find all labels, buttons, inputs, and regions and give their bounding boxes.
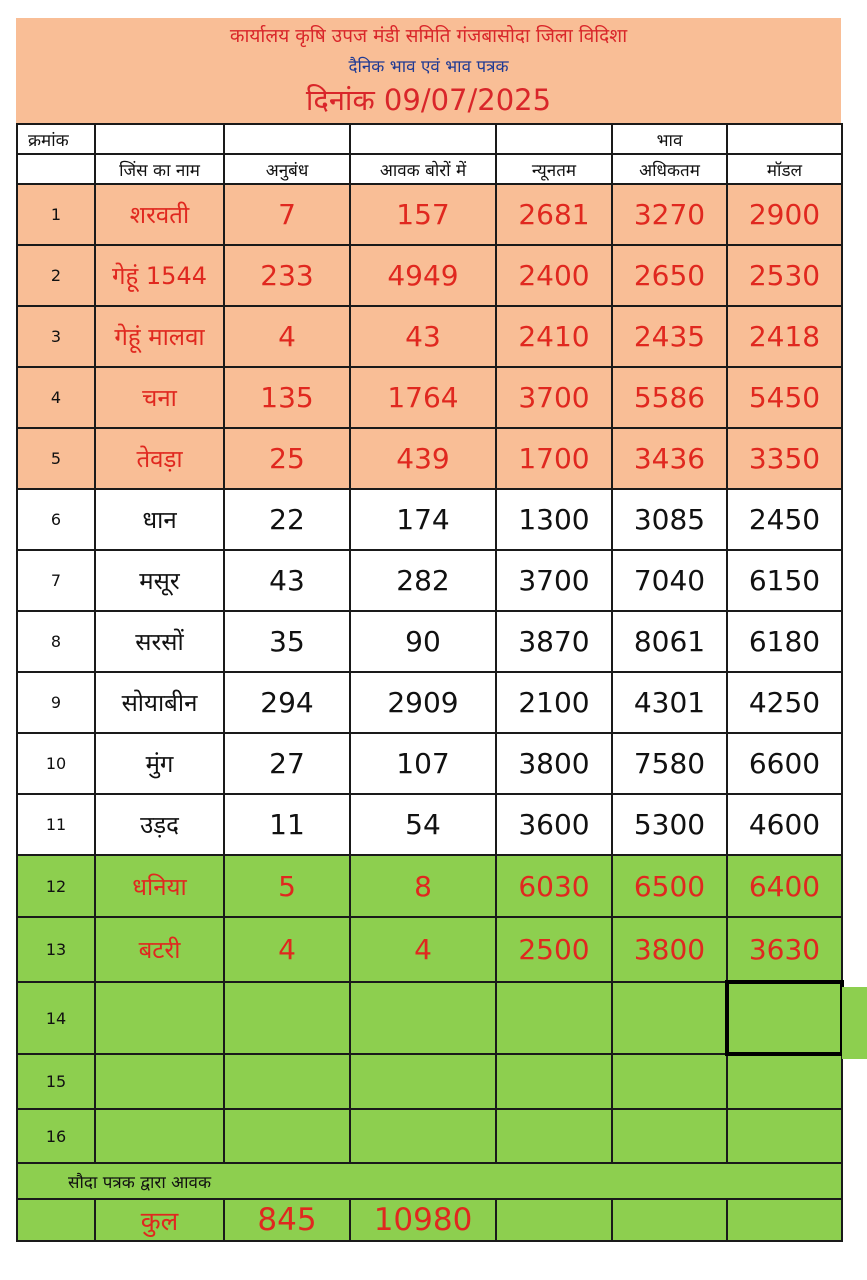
sauda-label: सौदा पत्रक द्वारा आवक [17,1163,350,1199]
serial-cell: 4 [17,367,95,428]
modal-cell [727,1054,842,1109]
max-cell: 3085 [612,489,727,550]
serial-cell: 8 [17,611,95,672]
table-row [17,306,842,367]
min-cell: 2100 [496,672,612,733]
table-row [17,184,842,245]
max-cell: 6500 [612,855,727,917]
serial-cell: 5 [17,428,95,489]
contract-cell [224,1109,350,1163]
table-row [17,733,842,794]
max-cell: 3800 [612,917,727,982]
contract-cell: 35 [224,611,350,672]
col-commodity-header: जिंस का नाम [95,154,224,184]
name-cell [95,1054,224,1109]
contract-cell: 27 [224,733,350,794]
contract-cell: 4 [224,917,350,982]
max-cell [612,1109,727,1163]
arrival-cell: 4949 [350,245,496,306]
name-cell: धान [95,489,224,550]
contract-cell: 233 [224,245,350,306]
modal-cell: 5450 [727,367,842,428]
max-cell: 8061 [612,611,727,672]
blank-header-cell [95,124,224,154]
serial-cell: 13 [17,917,95,982]
office-title: कार्यालय कृषि उपज मंडी समिति गंजबासोदा जिला विदिशा [229,25,628,47]
header-row-2 [17,154,842,184]
name-cell: शरवती [95,184,224,245]
table-row [17,611,842,672]
contract-cell: 11 [224,794,350,855]
min-cell: 3700 [496,550,612,611]
green-edge-strip [842,987,867,1059]
serial-cell: 16 [17,1109,95,1163]
name-cell: धनिया [95,855,224,917]
table-row [17,794,842,855]
blank-cell [350,1163,496,1199]
sheet-header [16,18,841,123]
serial-cell: 9 [17,672,95,733]
blank-header-cell [496,124,612,154]
modal-cell: 2530 [727,245,842,306]
name-cell: बटरी [95,917,224,982]
serial-cell: 14 [17,982,95,1054]
col-contract-header: अनुबंध [224,154,350,184]
total-label: कुल [95,1199,224,1241]
blank-cell [17,1199,95,1241]
blank-header-cell [350,124,496,154]
serial-cell: 7 [17,550,95,611]
min-cell: 2500 [496,917,612,982]
arrival-cell: 90 [350,611,496,672]
arrival-cell: 107 [350,733,496,794]
table-row [17,428,842,489]
name-cell: मुंग [95,733,224,794]
col-max-header: अधिकतम [612,154,727,184]
max-cell: 7580 [612,733,727,794]
contract-cell: 5 [224,855,350,917]
min-cell [496,1109,612,1163]
arrival-cell: 1764 [350,367,496,428]
blank-cell [612,1199,727,1241]
serial-cell: 15 [17,1054,95,1109]
min-cell: 2410 [496,306,612,367]
min-cell: 3870 [496,611,612,672]
total-row [17,1199,842,1241]
serial-cell: 11 [17,794,95,855]
name-cell: गेहूं मालवा [95,306,224,367]
serial-cell: 10 [17,733,95,794]
name-cell: उड़द [95,794,224,855]
table-row [17,982,842,1054]
max-cell: 2650 [612,245,727,306]
modal-cell: 6400 [727,855,842,917]
name-cell: चना [95,367,224,428]
table-row [17,1109,842,1163]
blank-cell [612,1163,727,1199]
modal-cell: 6150 [727,550,842,611]
table-row [17,672,842,733]
max-cell [612,982,727,1054]
max-cell: 4301 [612,672,727,733]
table-row [17,855,842,917]
table-row [17,917,842,982]
blank-cell [727,1199,842,1241]
min-cell: 2400 [496,245,612,306]
max-cell: 7040 [612,550,727,611]
table-row [17,489,842,550]
table-row [17,245,842,306]
name-cell: तेवड़ा [95,428,224,489]
arrival-cell [350,1054,496,1109]
col-serial-header: क्रमांक [17,124,95,154]
modal-cell: 4600 [727,794,842,855]
col-modal-header: मॉडल [727,154,842,184]
blank-cell [496,1199,612,1241]
arrival-cell: 174 [350,489,496,550]
rates-table [16,123,844,1242]
name-cell [95,1109,224,1163]
contract-cell [224,1054,350,1109]
mandi-rate-sheet [16,18,841,1242]
sauda-row [17,1163,842,1199]
name-cell: गेहूं 1544 [95,245,224,306]
modal-cell: 4250 [727,672,842,733]
contract-cell: 22 [224,489,350,550]
modal-cell: 2418 [727,306,842,367]
col-arrival-header: आवक बोरों में [350,154,496,184]
modal-cell: 6180 [727,611,842,672]
modal-cell: 2450 [727,489,842,550]
max-cell: 3436 [612,428,727,489]
total-contract: 845 [224,1199,350,1241]
blank-header-cell [17,154,95,184]
contract-cell: 135 [224,367,350,428]
contract-cell: 43 [224,550,350,611]
contract-cell: 294 [224,672,350,733]
min-cell [496,982,612,1054]
col-min-header: न्यूनतम [496,154,612,184]
contract-cell [224,982,350,1054]
max-cell: 5586 [612,367,727,428]
min-cell: 3600 [496,794,612,855]
max-cell: 3270 [612,184,727,245]
serial-cell: 2 [17,245,95,306]
max-cell: 2435 [612,306,727,367]
blank-cell [496,1163,612,1199]
arrival-cell: 54 [350,794,496,855]
min-cell [496,1054,612,1109]
name-cell: मसूर [95,550,224,611]
modal-cell: 2900 [727,184,842,245]
arrival-cell: 8 [350,855,496,917]
total-arrival: 10980 [350,1199,496,1241]
min-cell: 6030 [496,855,612,917]
blank-cell [727,1163,842,1199]
serial-cell: 3 [17,306,95,367]
min-cell: 1700 [496,428,612,489]
contract-cell: 4 [224,306,350,367]
serial-cell: 6 [17,489,95,550]
table-row [17,1054,842,1109]
arrival-cell: 439 [350,428,496,489]
table-row [17,550,842,611]
arrival-cell [350,1109,496,1163]
name-cell [95,982,224,1054]
name-cell: सोयाबीन [95,672,224,733]
name-cell: सरसों [95,611,224,672]
sheet-subtitle: दैनिक भाव एवं भाव पत्रक [348,57,509,77]
col-price-group-header: भाव [612,124,727,154]
arrival-cell [350,982,496,1054]
arrival-cell: 157 [350,184,496,245]
modal-cell: 3350 [727,428,842,489]
arrival-cell: 282 [350,550,496,611]
arrival-cell: 43 [350,306,496,367]
min-cell: 1300 [496,489,612,550]
blank-header-cell [224,124,350,154]
modal-cell: 6600 [727,733,842,794]
arrival-cell: 2909 [350,672,496,733]
table-row [17,367,842,428]
serial-cell: 12 [17,855,95,917]
contract-cell: 25 [224,428,350,489]
min-cell: 2681 [496,184,612,245]
header-row-1 [17,124,842,154]
modal-cell: 3630 [727,917,842,982]
blank-header-cell [727,124,842,154]
arrival-cell: 4 [350,917,496,982]
sheet-date: दिनांक 09/07/2025 [305,83,552,117]
max-cell [612,1054,727,1109]
min-cell: 3700 [496,367,612,428]
modal-cell [727,982,842,1054]
serial-cell: 1 [17,184,95,245]
contract-cell: 7 [224,184,350,245]
min-cell: 3800 [496,733,612,794]
modal-cell [727,1109,842,1163]
max-cell: 5300 [612,794,727,855]
